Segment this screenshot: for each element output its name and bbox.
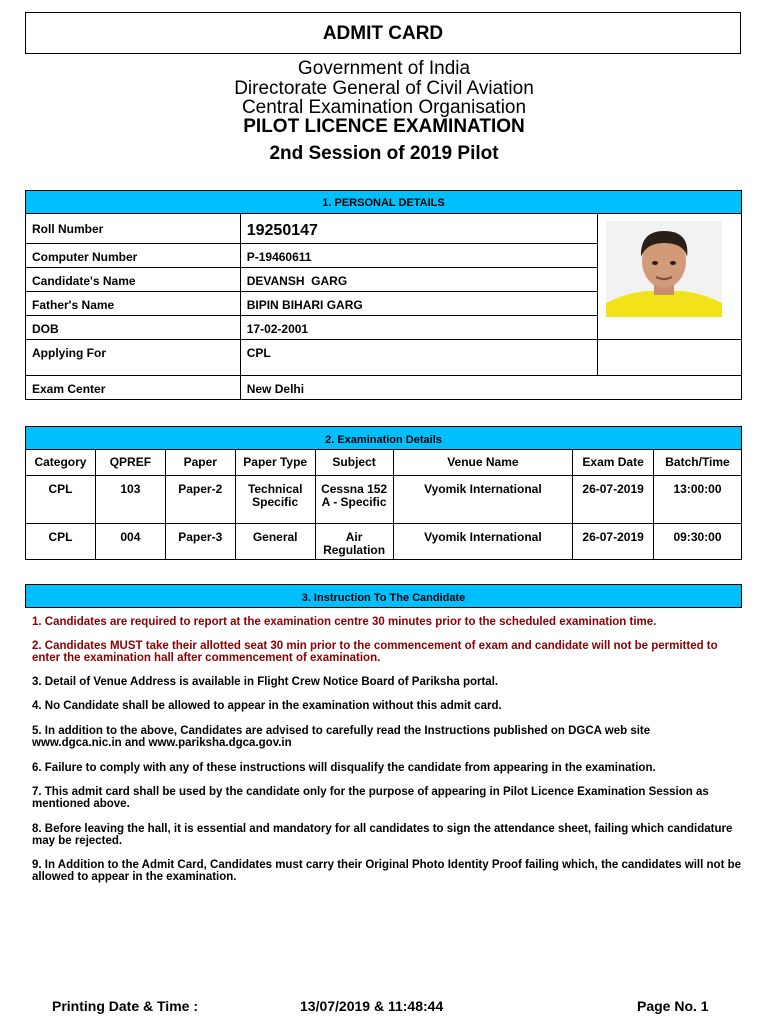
session-name: 2nd Session of 2019 Pilot	[269, 143, 499, 164]
col-subject: Subject	[315, 450, 393, 476]
instruction-item: 2. Candidates MUST take their allotted seat 30 min prior to the commencement of exam and candidate will not be permitted to enter the examination hall after commencement of examination.	[32, 640, 718, 664]
govt-line: Government of India	[297, 58, 471, 79]
cell-exam-date: 26-07-2019	[573, 524, 654, 560]
father-name-value: BIPIN BIHARI GARG	[240, 292, 598, 316]
instruction-item: 9. In Addition to the Admit Card, Candidates must carry their Original Photo Identity Proof failing which, the candidates will not be allowed to appear in the examination.	[32, 859, 742, 883]
col-venue: Venue Name	[393, 450, 573, 476]
instruction-item: 6. Failure to comply with any of these instructions will disqualify the candidate from appearing in the examination.	[32, 762, 656, 774]
cell-exam-date: 26-07-2019	[573, 476, 654, 524]
exam-name: PILOT LICENCE EXAMINATION	[243, 116, 525, 137]
cell-subject: Cessna 152 A - Specific	[315, 476, 393, 524]
instruction-item: 5. In addition to the above, Candidates are advised to carefully read the Instructions published on DGCA web site www.dgca.nic.in and www.pariksha.dgca.gov.in	[32, 725, 651, 749]
computer-number-value: P-19460611	[240, 244, 598, 268]
col-category: Category	[26, 450, 96, 476]
applying-for-value: CPL	[240, 340, 598, 376]
dgca-line: Directorate General of Civil Aviation	[234, 78, 534, 99]
cell-qpref: 004	[95, 524, 165, 560]
instruction-item: 8. Before leaving the hall, it is essential and mandatory for all candidates to sign the attendance sheet, failing which candidature may be rejected.	[32, 823, 733, 847]
cell-batch-time: 09:30:00	[654, 524, 742, 560]
instruction-item: 1. Candidates are required to report at the examination centre 30 minutes prior to the scheduled examination time.	[32, 616, 657, 628]
father-name-label: Father's Name	[26, 292, 241, 316]
cell-batch-time: 13:00:00	[654, 476, 742, 524]
instructions-header: 3. Instruction To The Candidate	[25, 584, 742, 608]
page-number: Page No. 1	[637, 998, 709, 1014]
col-qpref: QPREF	[95, 450, 165, 476]
table-row	[26, 340, 742, 376]
col-exam-date: Exam Date	[573, 450, 654, 476]
admit-card-title: ADMIT CARD	[25, 12, 741, 54]
roll-number-label: Roll Number	[26, 214, 241, 244]
cell-venue: Vyomik International	[393, 476, 573, 524]
personal-details-header: 1. PERSONAL DETAILS	[25, 190, 742, 214]
candidate-name-label: Candidate's Name	[26, 268, 241, 292]
exam-center-value: New Delhi	[240, 376, 741, 400]
candidate-name-value: DEVANSH GARG	[240, 268, 598, 292]
cell-category: CPL	[26, 524, 96, 560]
printing-value: 13/07/2019 & 11:48:44	[300, 998, 444, 1014]
exam-center-label: Exam Center	[26, 376, 241, 400]
table-row	[26, 476, 742, 524]
cell-venue: Vyomik International	[393, 524, 573, 560]
cell-paper: Paper-3	[165, 524, 235, 560]
computer-number-label: Computer Number	[26, 244, 241, 268]
candidate-photo	[606, 221, 722, 317]
col-batch-time: Batch/Time	[654, 450, 742, 476]
dob-label: DOB	[26, 316, 241, 340]
instruction-item: 3. Detail of Venue Address is available in Flight Crew Notice Board of Pariksha portal.	[32, 676, 499, 688]
cell-category: CPL	[26, 476, 96, 524]
table-row	[26, 376, 742, 400]
roll-number-value: 19250147	[240, 214, 598, 244]
ceo-line: Central Examination Organisation	[241, 97, 527, 118]
table-row	[26, 524, 742, 560]
instruction-item: 7. This admit card shall be used by the candidate only for the purpose of appearing in Pilot Licence Examination Session as mentioned above.	[32, 786, 709, 810]
col-paper-type: Paper Type	[235, 450, 315, 476]
exam-details-table	[25, 449, 742, 560]
col-paper: Paper	[165, 450, 235, 476]
cell-subject: Air Regulation	[315, 524, 393, 560]
cell-paper: Paper-2	[165, 476, 235, 524]
exam-header-row	[26, 450, 742, 476]
cell-paper-type: General	[235, 524, 315, 560]
instruction-item: 4. No Candidate shall be allowed to appear in the examination without this admit card.	[32, 700, 502, 712]
empty-cell	[598, 340, 742, 376]
cell-paper-type: Technical Specific	[235, 476, 315, 524]
exam-details-header: 2. Examination Details	[25, 426, 742, 450]
applying-for-label: Applying For	[26, 340, 241, 376]
dob-value: 17-02-2001	[240, 316, 598, 340]
cell-qpref: 103	[95, 476, 165, 524]
printing-label: Printing Date & Time :	[52, 998, 198, 1014]
